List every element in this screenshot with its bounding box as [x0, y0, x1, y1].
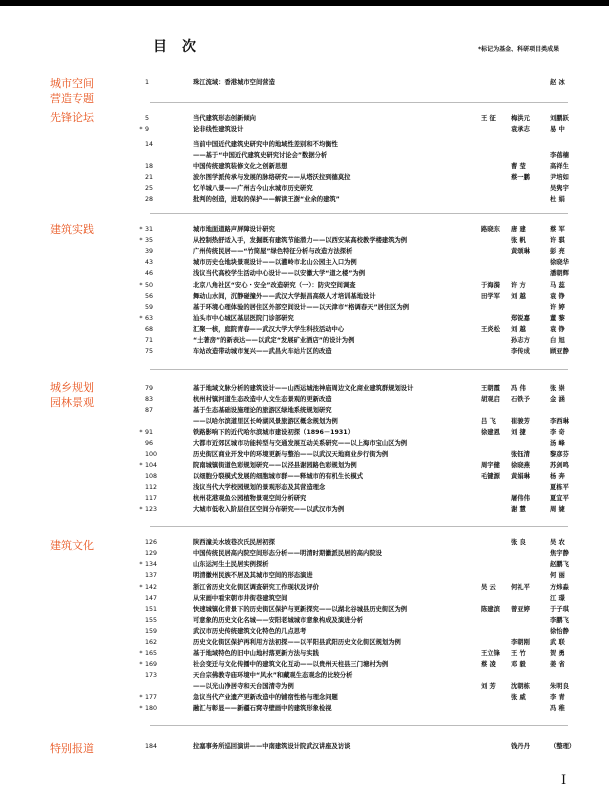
page-number-cell: 56: [145, 293, 154, 300]
entry-title: 汇聚一核，庭院青春——武汉大学大学生科技活动中心: [193, 326, 345, 333]
page-number: I: [561, 773, 567, 788]
toc-entry[interactable]: [125, 537, 585, 548]
page-number-cell: 169: [145, 661, 158, 668]
entry-title: 山东运河生土民居实例探析: [193, 561, 269, 568]
author-3: 金 涵: [550, 396, 565, 403]
author-2: 许 方: [511, 282, 526, 289]
author-1: 王朝霞: [481, 385, 500, 392]
author-1: 于海漪: [481, 282, 500, 289]
toc-entry[interactable]: [125, 637, 585, 648]
author-3: 彭 亮: [550, 248, 565, 255]
section-label: 建筑实践: [50, 223, 94, 236]
entry-title: 大都市近郊区城市功能转型与交通发展互动关系研究——以上海市宝山区为例: [193, 440, 408, 447]
entry-title: 中国传统民居高内院空间形态分析——明清时期徽派民居的高内院设: [193, 550, 382, 557]
entry-title: 历史文化街区保护再利用方法初探——以平阳县武阳历史文化街区规划为例: [193, 639, 401, 646]
toc-entry[interactable]: [125, 460, 585, 471]
entry-title: 中国传统建筑装修文化之创新思想: [193, 163, 288, 170]
toc-entry[interactable]: [125, 383, 585, 394]
page-number-cell: 108: [145, 473, 158, 480]
author-2: 刘 越: [511, 326, 526, 333]
toc-entry[interactable]: [125, 183, 585, 194]
entry-title: 从控制热舒适入手，发掘既有建筑节能潜力——以西安某高校教学楼建筑为例: [193, 237, 408, 244]
page-number-cell: 151: [145, 606, 158, 613]
page-number-cell: 104: [145, 462, 158, 469]
toc-entry[interactable]: [125, 161, 585, 172]
section-separator: [150, 213, 568, 214]
entry-title: 杭州村镇河道生态改造中人文生态景观的更新改造: [193, 396, 332, 403]
funding-mark: *: [139, 126, 143, 133]
page-number-cell: 159: [145, 628, 158, 635]
author-1: 王炎松: [481, 326, 500, 333]
toc-entry[interactable]: [125, 257, 585, 268]
entry-title: 快速城镇化背景下的历史街区保护与更新探究——以湖北谷城县历史街区为例: [193, 606, 408, 613]
page-number-cell: 129: [145, 550, 158, 557]
funding-mark: *: [139, 561, 143, 568]
author-3: 李西琳: [550, 418, 569, 425]
page-number-cell: 177: [145, 694, 158, 701]
author-2: 张 帆: [511, 237, 526, 244]
funding-mark: *: [139, 429, 143, 436]
author-2: 邓 毅: [511, 661, 526, 668]
entry-title: 融汇与彰显——新疆石窝寺壁画中的建筑形象检视: [193, 705, 332, 712]
author-3: 吴 农: [550, 539, 565, 546]
author-2: 袁承志: [511, 126, 530, 133]
toc-entry[interactable]: [125, 324, 585, 335]
toc-entry[interactable]: [125, 504, 585, 515]
entry-title: 基于环境心理体验的居住区外部空间设计——以天津市“格调春天”居住区为例: [193, 304, 410, 311]
entry-title: 拉塞事务所巡回演讲——中南建筑设计院武汉讲座及访谈: [193, 743, 351, 750]
author-3: 李鹏飞: [550, 617, 569, 624]
author-3: 许 骐: [550, 237, 565, 244]
entry-title: 忆羊城八景——广州古今山水城市历史研究: [193, 185, 313, 192]
toc-entry[interactable]: [125, 604, 585, 615]
toc-entry[interactable]: [125, 482, 585, 493]
author-3: 尹培如: [550, 174, 569, 181]
page-number-cell: 46: [145, 270, 154, 277]
entry-title: 急议当代产业遗产更新改造中的铺宿性格与理念问题: [193, 694, 338, 701]
author-3: 许 婷: [550, 304, 565, 311]
page-number-cell: 43: [145, 259, 154, 266]
author-3: 夏宜平: [550, 495, 569, 502]
page-number-cell: 96: [145, 440, 154, 447]
author-3: 徐怡静: [550, 628, 569, 635]
page-number-cell: 14: [145, 141, 154, 148]
author-3: 杜 娟: [550, 196, 565, 203]
toc-entry[interactable]: [125, 150, 585, 161]
entry-title: 武汉市历史传统建筑文化特色的几点思考: [193, 628, 307, 635]
page-number-cell: 28: [145, 196, 154, 203]
section-label: 城乡规划 园林景观: [50, 381, 94, 409]
author-2: 蔡一鹏: [511, 174, 530, 181]
author-1: 陈建滨: [481, 606, 500, 613]
author-1: 王立锋: [481, 650, 500, 657]
author-2: 王 竹: [511, 650, 526, 657]
entry-title: 珠江流域：香港城市空间营造: [193, 79, 275, 86]
entry-title: 城市地面道路声屏障设计研究: [193, 226, 275, 233]
entry-title: 陕西潼关水坡巷次氏民居初探: [193, 539, 275, 546]
author-2: 曾亚婷: [511, 606, 530, 613]
author-3: 潘朝辉: [550, 270, 569, 277]
author-1: 刘 芳: [481, 683, 496, 690]
toc-entry[interactable]: [125, 593, 585, 604]
author-3: 于子琪: [550, 606, 569, 613]
section-label: 建筑文化: [50, 539, 94, 552]
toc-entry[interactable]: [125, 615, 585, 626]
toc-entry[interactable]: [125, 659, 585, 670]
author-3: 刘鹏跃: [550, 115, 569, 122]
author-3: 贺 勇: [550, 650, 565, 657]
page-number-cell: 25: [145, 185, 154, 192]
toc-entry[interactable]: [125, 313, 585, 324]
author-2: 刘 捷: [511, 429, 526, 436]
author-2: 崔骏芳: [511, 418, 530, 425]
author-1: 蔡 凌: [481, 661, 496, 668]
author-3: 袁 铮: [550, 326, 565, 333]
page-number-cell: 21: [145, 174, 154, 181]
author-3: 马 蕊: [550, 282, 565, 289]
entry-title: 基于地域特色的旧中山地村落更新方法与实践: [193, 650, 319, 657]
author-2: 石铁予: [511, 396, 530, 403]
funding-mark: *: [139, 226, 143, 233]
section-separator: [150, 369, 568, 370]
author-3: 白 旭: [550, 337, 565, 344]
page-number-cell: 126: [145, 539, 158, 546]
toc-entry[interactable]: [125, 268, 585, 279]
page-number-cell: 59: [145, 304, 154, 311]
author-3: 吴隽宇: [550, 185, 569, 192]
author-3: 朱明良: [550, 683, 569, 690]
toc-entry[interactable]: [125, 291, 585, 302]
page-number-cell: 79: [145, 385, 154, 392]
toc-entry[interactable]: [125, 582, 585, 593]
author-2: 张 威: [511, 694, 526, 701]
entry-title: 当前中国近代建筑史研究中的地域性差别和不均衡性: [193, 141, 338, 148]
toc-entry[interactable]: [125, 449, 585, 460]
toc-entry[interactable]: [125, 670, 585, 681]
page-number-cell: 39: [145, 248, 154, 255]
author-2: 钱丹丹: [511, 743, 530, 750]
author-2: 孙志方: [511, 337, 530, 344]
author-3: 黎彦芬: [550, 451, 569, 458]
page-number-cell: 184: [145, 743, 158, 750]
toc-entry[interactable]: [125, 124, 585, 135]
author-3: 江 璟: [550, 595, 565, 602]
author-2: 屠伟伟: [511, 495, 530, 502]
author-1: 毛键源: [481, 473, 500, 480]
entry-title: 大城市低收入阶层住区空间分布研究——以武汉市为例: [193, 506, 345, 513]
toc-entry[interactable]: [125, 194, 585, 205]
entry-title: 基于生态基础设施理论的旅游区绿地系统规划研究: [193, 407, 332, 414]
entry-title: 杭州花港观鱼公园植物景观空间分析研究: [193, 495, 307, 502]
entry-title: 浅议当代大学校园规划的景观形态及其营造理念: [193, 484, 326, 491]
author-3: 赵鹏飞: [550, 561, 569, 568]
page-number-cell: 91: [145, 429, 154, 436]
author-1: 吕 飞: [481, 418, 496, 425]
funding-mark: *: [139, 282, 143, 289]
entry-title: 北京八角社区“安心・安全”改造研究（一）：防灾空间调查: [193, 282, 356, 289]
page-number-cell: 173: [145, 672, 158, 679]
page-number-cell: 117: [145, 495, 158, 502]
toc-entry[interactable]: [125, 335, 585, 346]
entry-title: 以细胞分裂模式发展的细胞城市群——释城市的有机生长模式: [193, 473, 364, 480]
author-3: 董 黎: [550, 315, 565, 322]
page-number-cell: 137: [145, 572, 158, 579]
page-number-cell: 155: [145, 617, 158, 624]
entry-title: ——基于“中国近代建筑史研究讨论会”数据分析: [193, 152, 328, 159]
author-1: 胡观启: [481, 396, 500, 403]
entry-title: 明清徽州民族不居及其城市空间的形态演进: [193, 572, 313, 579]
funding-mark: *: [139, 650, 143, 657]
entry-title: 院南城镇街道色彩规划研究——以泾县谢园路色彩规划为例: [193, 462, 357, 469]
section-separator: [150, 725, 568, 726]
page-number-cell: 63: [145, 315, 154, 322]
author-3: 李 青: [550, 694, 565, 701]
page-number-cell: 162: [145, 639, 158, 646]
funding-mark: *: [139, 462, 143, 469]
author-2: 黄娟琳: [511, 473, 530, 480]
author-1: 路晓东: [481, 226, 500, 233]
entry-title: ——以光山净居寺和天台国清寺为例: [193, 683, 294, 690]
entry-title: 铁路影响下的近代哈尔滨城市建设初探（1896－1931）: [193, 429, 354, 436]
top-band: [0, 0, 609, 6]
entry-title: 广州传统民居——“竹筒屋”绿色特征分析与改造方法探析: [193, 248, 353, 255]
page-number-cell: 1: [145, 79, 150, 86]
author-3: 焦宇静: [550, 550, 569, 557]
author-2: 张 良: [511, 539, 526, 546]
author-2: 曹 莹: [511, 163, 526, 170]
page-number-cell: 100: [145, 451, 158, 458]
author-1: 田学军: [481, 293, 500, 300]
page-number-cell: 165: [145, 650, 158, 657]
toc-entry[interactable]: [125, 113, 585, 124]
author-1: 吴 云: [481, 584, 496, 591]
author-3: 周 婕: [550, 506, 565, 513]
toc-entry[interactable]: [125, 703, 585, 714]
author-3: 何 丽: [550, 572, 565, 579]
toc-entry[interactable]: [125, 139, 585, 150]
page-number-cell: 147: [145, 595, 158, 602]
funding-mark: *: [139, 315, 143, 322]
page-number-cell: 112: [145, 484, 158, 491]
toc-entry[interactable]: [125, 438, 585, 449]
page-number-cell: 68: [145, 326, 154, 333]
entry-title: 基于地域文脉分析的建筑设计——山西运城池神庙周边文化商业建筑群规划设计: [193, 385, 414, 392]
author-3: 易 中: [550, 126, 565, 133]
author-3: 苏剑鸣: [550, 462, 569, 469]
author-3: （整理）: [550, 743, 576, 750]
toc-entry[interactable]: [125, 77, 585, 88]
funding-mark: *: [139, 661, 143, 668]
author-3: 蔡 军: [550, 226, 565, 233]
author-3: 赵 冰: [550, 79, 565, 86]
author-2: 张钰清: [511, 451, 530, 458]
author-2: 李朝刚: [511, 639, 530, 646]
author-3: 高祥生: [550, 163, 569, 170]
entry-title: “土著房”的新表达——以武定“发展矿业酒店”的设计为例: [193, 337, 355, 344]
toc-entry[interactable]: [125, 493, 585, 504]
toc-entry[interactable]: [125, 681, 585, 692]
page-title: 目次: [153, 39, 211, 55]
toc-entry[interactable]: [125, 548, 585, 559]
entry-title: 历史街区商业开发中的环境更新与整治——以武汉天地商业步行街为例: [193, 451, 389, 458]
toc-entry[interactable]: [125, 246, 585, 257]
toc-entry[interactable]: [125, 405, 585, 416]
author-3: 杨 奔: [550, 473, 565, 480]
toc-entry[interactable]: [125, 346, 585, 357]
author-3: 徐晓华: [550, 259, 569, 266]
author-2: 李传成: [511, 348, 530, 355]
author-1: 周宇健: [481, 462, 500, 469]
author-3: 夏栋平: [550, 484, 569, 491]
entry-title: 浅议当代高校学生活动中心设计——以安徽大学“道之楼”为例: [193, 270, 365, 277]
header-note: *标记为基金、科研项目类成果: [478, 46, 560, 53]
page-number-cell: 50: [145, 282, 154, 289]
toc-entry[interactable]: [125, 471, 585, 482]
entry-title: 当代建筑形态创新倾向: [193, 115, 256, 122]
author-2: 郑锐嘉: [511, 315, 530, 322]
funding-mark: *: [139, 237, 143, 244]
author-2: 梅洪元: [511, 115, 530, 122]
author-2: 黄颂琳: [511, 248, 530, 255]
toc-entry[interactable]: [125, 302, 585, 313]
author-1: 王 征: [481, 115, 496, 122]
funding-mark: *: [139, 705, 143, 712]
entry-title: 社会变迁与文化传播中的建筑文化互动——以贵州天柱县三门塘村为例: [193, 661, 389, 668]
page-number-cell: 5: [145, 115, 150, 122]
page-number-cell: 35: [145, 237, 154, 244]
entry-title: 车站改造带动城市复兴——武昌火车站片区的改造: [193, 348, 332, 355]
page-number-cell: 180: [145, 705, 158, 712]
toc-entry[interactable]: [125, 235, 585, 246]
entry-title: ——以哈尔滨道里区长岭湖风景旅游区概念规划为例: [193, 418, 338, 425]
page-number-cell: 75: [145, 348, 154, 355]
toc-entry[interactable]: [125, 394, 585, 405]
author-1: 徐建恩: [481, 429, 500, 436]
entry-title: 浙江省历史文化街区调查研究工作现状及评价: [193, 584, 319, 591]
author-3: 冯 稚: [550, 705, 565, 712]
page-number-cell: 71: [145, 337, 154, 344]
author-3: 李蓓楠: [550, 152, 569, 159]
entry-title: 波尔图学派传承与发展的脉络研究——从塔沃拉到德莫拉: [193, 174, 351, 181]
toc-entry[interactable]: [125, 741, 585, 752]
funding-mark: *: [139, 506, 143, 513]
section-label: 特别报道: [50, 742, 94, 755]
toc-entry[interactable]: [125, 692, 585, 703]
author-2: 何礼平: [511, 584, 530, 591]
entry-title: 从宋画中看宋朝市井街巷建筑空间: [193, 595, 288, 602]
toc-entry[interactable]: [125, 626, 585, 637]
toc-entry[interactable]: [125, 559, 585, 570]
author-2: 唐 建: [511, 226, 526, 233]
toc-entry[interactable]: [125, 427, 585, 438]
toc-entry[interactable]: [125, 648, 585, 659]
funding-mark: *: [139, 584, 143, 591]
entry-title: 论非线性建筑设计: [193, 126, 244, 133]
entry-title: 天台宗佛教寺庙环境中“风水”和藏观生态观念的比较分析: [193, 672, 353, 679]
entry-title: 舞动山水间，沉静碰撞外——武汉大学振昌高级人才培训基地设计: [193, 293, 376, 300]
author-3: 汤 峰: [550, 440, 565, 447]
author-3: 顾亚静: [550, 348, 569, 355]
page-number-cell: 9: [145, 126, 150, 133]
entry-title: 汕头市中心城区基层医院门诊部研究: [193, 315, 294, 322]
toc-entry[interactable]: [125, 570, 585, 581]
page-number-cell: 142: [145, 584, 158, 591]
author-3: 张 崇: [550, 385, 565, 392]
author-2: 谢 慧: [511, 506, 526, 513]
entry-title: 城市历史仓地块景观设计——以灌岭市北山公园主入口为例: [193, 259, 357, 266]
toc-entry[interactable]: [125, 224, 585, 235]
section-label: 先锋论坛: [50, 111, 94, 124]
page-number-cell: 123: [145, 506, 158, 513]
page-number-cell: 134: [145, 561, 158, 568]
section-label: 城市空间 营造专题: [50, 77, 94, 105]
author-2: 冯 伟: [511, 385, 526, 392]
entry-title: 批判的创造，进取的保护——解读王澍“业余的建筑”: [193, 196, 340, 203]
page-number-cell: 87: [145, 407, 154, 414]
section-separator: [150, 102, 568, 103]
page-number-cell: 18: [145, 163, 154, 170]
author-3: 武 联: [550, 639, 565, 646]
author-3: 袁 铮: [550, 293, 565, 300]
author-3: 方炜淼: [550, 584, 569, 591]
author-3: 李 奇: [550, 429, 565, 436]
author-2: 刘 越: [511, 293, 526, 300]
entry-title: 可意象的历史文化名城——安阳老城城市意象构成及演进分析: [193, 617, 364, 624]
author-2: 沈朝栋: [511, 683, 530, 690]
page-number-cell: 83: [145, 396, 154, 403]
page-number-cell: 31: [145, 226, 154, 233]
toc-entry[interactable]: [125, 280, 585, 291]
author-3: 姜 省: [550, 661, 565, 668]
toc-entry[interactable]: [125, 172, 585, 183]
toc-entry[interactable]: [125, 416, 585, 427]
author-2: 徐晓燕: [511, 462, 530, 469]
funding-mark: *: [139, 694, 143, 701]
section-separator: [150, 526, 568, 527]
